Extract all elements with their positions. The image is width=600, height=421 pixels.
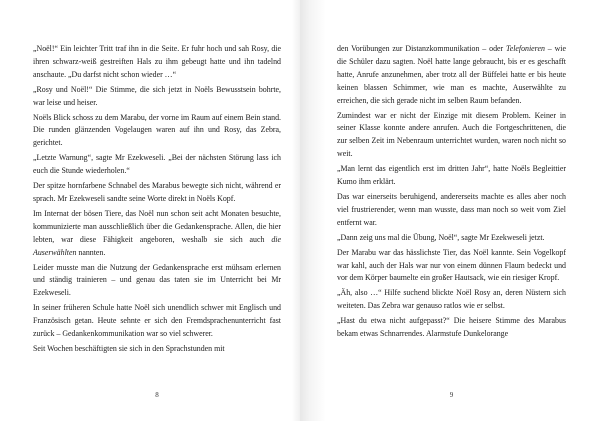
paragraph: Zumindest war er nicht der Einzige mit diesem Problem. Keiner in seiner Klasse konnte andere anrufen. Auch die Fortgeschrittenen, die zur selben Zeit im Nebenraum unterrichtet wurden, waren noch nicht so weit. (337, 110, 566, 159)
page-number: 8 (155, 391, 159, 399)
paragraph: Der spitze hornfarbene Schnabel des Marabus bewegte sich nicht, während er sprach. Mr Ezekweseli sandte seine Worte direkt in Noëls Kopf. (33, 181, 281, 203)
paragraph: „Äh, also …“ Hilfe suchend blickte Noël Rosy an, deren Nüstern sich weiteten. Das Zebra war genauso ratlos wie er selbst. (337, 288, 566, 311)
paragraph: „Letzte Warnung“, sagte Mr Ezekweseli. „Bei der nächsten Störung lass ich euch die Stunde wiederholen.“ (33, 153, 281, 176)
italic-term: Telefonieren (506, 44, 545, 53)
paragraph: den Vorübungen zur Distanzkommunikation – oder Telefonieren – wie die Schüler dazu sagten. Noël hatte lange gebraucht, bis er es geschafft hatte, Anrufe anzunehmen, aber trotz all der Büffelei hatte er bis heute keinen blassen Schimmer, wie man es machte, Auserwählte zu erreichen, die sich gerade nicht im selben Raum befanden. (337, 44, 566, 105)
paragraph: Seit Wochen beschäftigten sie sich in den Sprachstunden mit (33, 343, 225, 353)
right-page (300, 0, 600, 421)
paragraph: Im Internat der bösen Tiere, das Noël nun schon seit acht Monaten besuchte, kommunizierte man ausschließlich über die Gedankensprache. Allen, die hier lebten, war diese Fähigkeit angeboren, weshalb sie sich auch die Auserwählten nannten. (33, 208, 281, 257)
paragraph: „Hast du etwa nicht aufgepasst?“ Die heisere Stimme des Marabus bekam etwas Schnarrendes. Alarmstufe Dunkelorange (337, 316, 566, 339)
gutter-shadow (292, 0, 300, 421)
paragraph: „Man lernt das eigentlich erst im dritten Jahr“, hatte Noëls Begleittier Kumo ihm erklärt. (337, 164, 566, 187)
paragraph: „Noël!“ Ein leichter Tritt traf ihn in die Seite. Er fuhr hoch und sah Rosy, die ihren schwarz-weiß gestreiften Hals zu ihm gebeugt hatte und ihn tadelnd anschaute. „Du darfst nicht schon wieder …“ (33, 44, 281, 79)
paragraph: „Rosy und Noël!“ Die Stimme, die sich jetzt in Noëls Bewusstsein bohrte, war leise und heiser. (33, 84, 281, 107)
italic-term: die Auserwählten (33, 234, 281, 257)
paragraph: Das war einerseits beruhigend, andererseits machte es alles aber noch viel frustrierender, wenn man wusste, dass man noch so weit vom Ziel entfernt war. (337, 191, 566, 227)
right-page-text (337, 43, 566, 341)
paragraph: „Dann zeig uns mal die Übung, Noël“, sagte Mr Ezekweseli jetzt. (337, 232, 545, 242)
paragraph: Leider musste man die Nutzung der Gedankensprache erst mühsam erlernen und ständig trainieren – und genau das taten sie im Unterricht bei Mr Ezekweseli. (33, 262, 281, 298)
page-number: 9 (449, 391, 454, 399)
paragraph: Noëls Blick schoss zu dem Marabu, der vorne im Raum auf einem Bein stand. Die runden glänzenden Vogelaugen waren auf ihn und Rosy, das Zebra, gerichtet. (33, 112, 281, 148)
paragraph: Der Marabu war das hässlichste Tier, das Noël kannte. Sein Vogelkopf war kahl, auch der Hals war nur von einem dünnen Flaum bedeckt und vor dem Körper baumelte ein großer Hautsack, wie ein riesiger Kropf. (337, 247, 566, 283)
left-page-text (33, 43, 281, 356)
paragraph: In seiner früheren Schule hatte Noël sich unendlich schwer mit Englisch und Französisch getan. Heute sehnte er sich den Fremdsprachenunterricht fast zurück – Gedankenkommunikation war so viel schwerer. (33, 303, 281, 339)
